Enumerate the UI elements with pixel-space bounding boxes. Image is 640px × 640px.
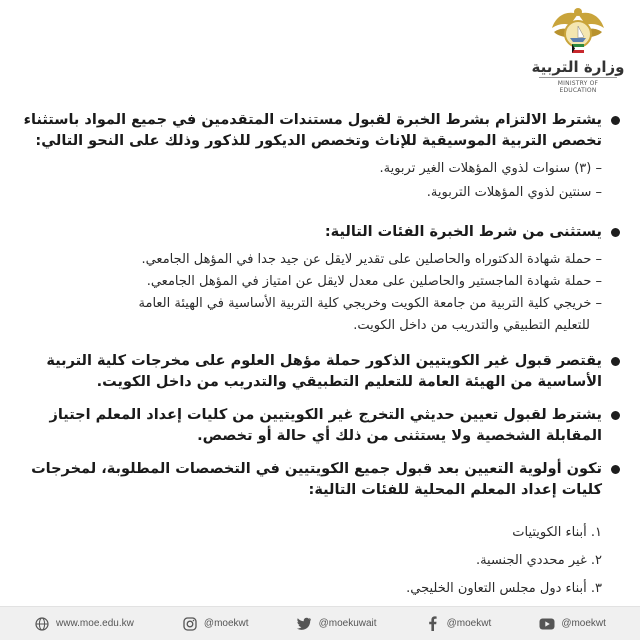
facebook-link[interactable]	[425, 616, 492, 632]
youtube-icon	[539, 616, 555, 632]
kuwait-emblem-icon	[548, 6, 608, 58]
youtube-link[interactable]	[539, 616, 606, 632]
section-appointment-priority	[22, 459, 620, 501]
list-item: – خريجي كلية التربية من جامعة الكويت وخريجي كلية التربية الأساسية في الهيئة العامة	[138, 296, 602, 311]
section-new-graduates	[22, 405, 620, 447]
globe-icon	[34, 616, 50, 632]
instagram-link[interactable]	[182, 616, 249, 632]
section-title: يشترط لقبول تعيين حديثي التخرج غير الكويتيين من كليات إعداد المعلم اجتياز المقابلة الشخصية ولا يستثنى من ذلك أي حالة أو تخصص.	[49, 407, 602, 444]
numbered-item: ١. أبناء الكويتيات	[512, 525, 602, 540]
twitter-text: @moekuwait	[318, 618, 377, 629]
list-item: – (٣) سنوات لذوي المؤهلات الغير تربوية.	[379, 161, 602, 176]
bullet-icon	[611, 228, 620, 237]
twitter-link[interactable]	[297, 616, 377, 632]
list-item-continuation: للتعليم التطبيقي والتدريب من داخل الكويت.	[353, 318, 590, 333]
section-title: يستثنى من شرط الخبرة الفئات التالية:	[324, 224, 602, 240]
logo-english-text: MINISTRY OF EDUCATION	[539, 77, 617, 94]
facebook-icon	[425, 616, 441, 632]
logo-arabic-text: وزارة التربية	[531, 58, 625, 76]
bullet-icon	[611, 465, 620, 474]
twitter-icon	[297, 616, 313, 632]
section-experience-requirement	[22, 110, 620, 204]
document-body	[22, 110, 620, 603]
instagram-icon	[182, 616, 198, 632]
youtube-text: @moekwt	[561, 618, 606, 629]
bullet-icon	[611, 357, 620, 366]
bullet-icon	[611, 411, 620, 420]
list-item: – سنتين لذوي المؤهلات التربوية.	[426, 185, 602, 200]
list-item: – حملة شهادة الدكتوراه والحاصلين على تقدير لايقل عن جيد جدا في المؤهل الجامعي.	[141, 252, 602, 267]
numbered-item: ٣. أبناء دول مجلس التعاون الخليجي.	[406, 581, 602, 596]
website-text: www.moe.edu.kw	[56, 618, 134, 629]
instagram-text: @moekwt	[203, 618, 249, 629]
bullet-icon	[611, 116, 620, 125]
website-link[interactable]	[34, 616, 134, 632]
section-non-kuwaiti-males	[22, 351, 620, 393]
priority-numbered-list	[22, 519, 620, 603]
list-item: – حملة شهادة الماجستير والحاصلين على معدل لايقل عن امتياز في المؤهل الجامعي.	[146, 274, 602, 289]
numbered-item: ٢. غير محددي الجنسية.	[475, 553, 602, 568]
section-title: يشترط الالتزام بشرط الخبرة لقبول مستندات المتقدمين في جميع المواد باستثناء تخصص التربية الموسيقية للإناث وتخصص الديكور للذكور وذلك على النحو التالي:	[23, 112, 602, 149]
section-title: تكون أولوية التعيين بعد قبول جميع الكويتيين في التخصصات المطلوبة، لمخرجات كليات إعداد المعلم المحلية للفئات التالية:	[31, 461, 602, 498]
facebook-text: @moekwt	[446, 618, 492, 629]
social-footer	[0, 606, 640, 640]
section-exemptions	[22, 222, 620, 337]
ministry-logo	[530, 6, 626, 98]
section-title: يقتصر قبول غير الكويتيين الذكور حملة مؤهل العلوم على مخرجات كلية التربية الأساسية من الهيئة العامة للتعليم التطبيقي والتدريب من داخل الكويت.	[46, 353, 602, 390]
